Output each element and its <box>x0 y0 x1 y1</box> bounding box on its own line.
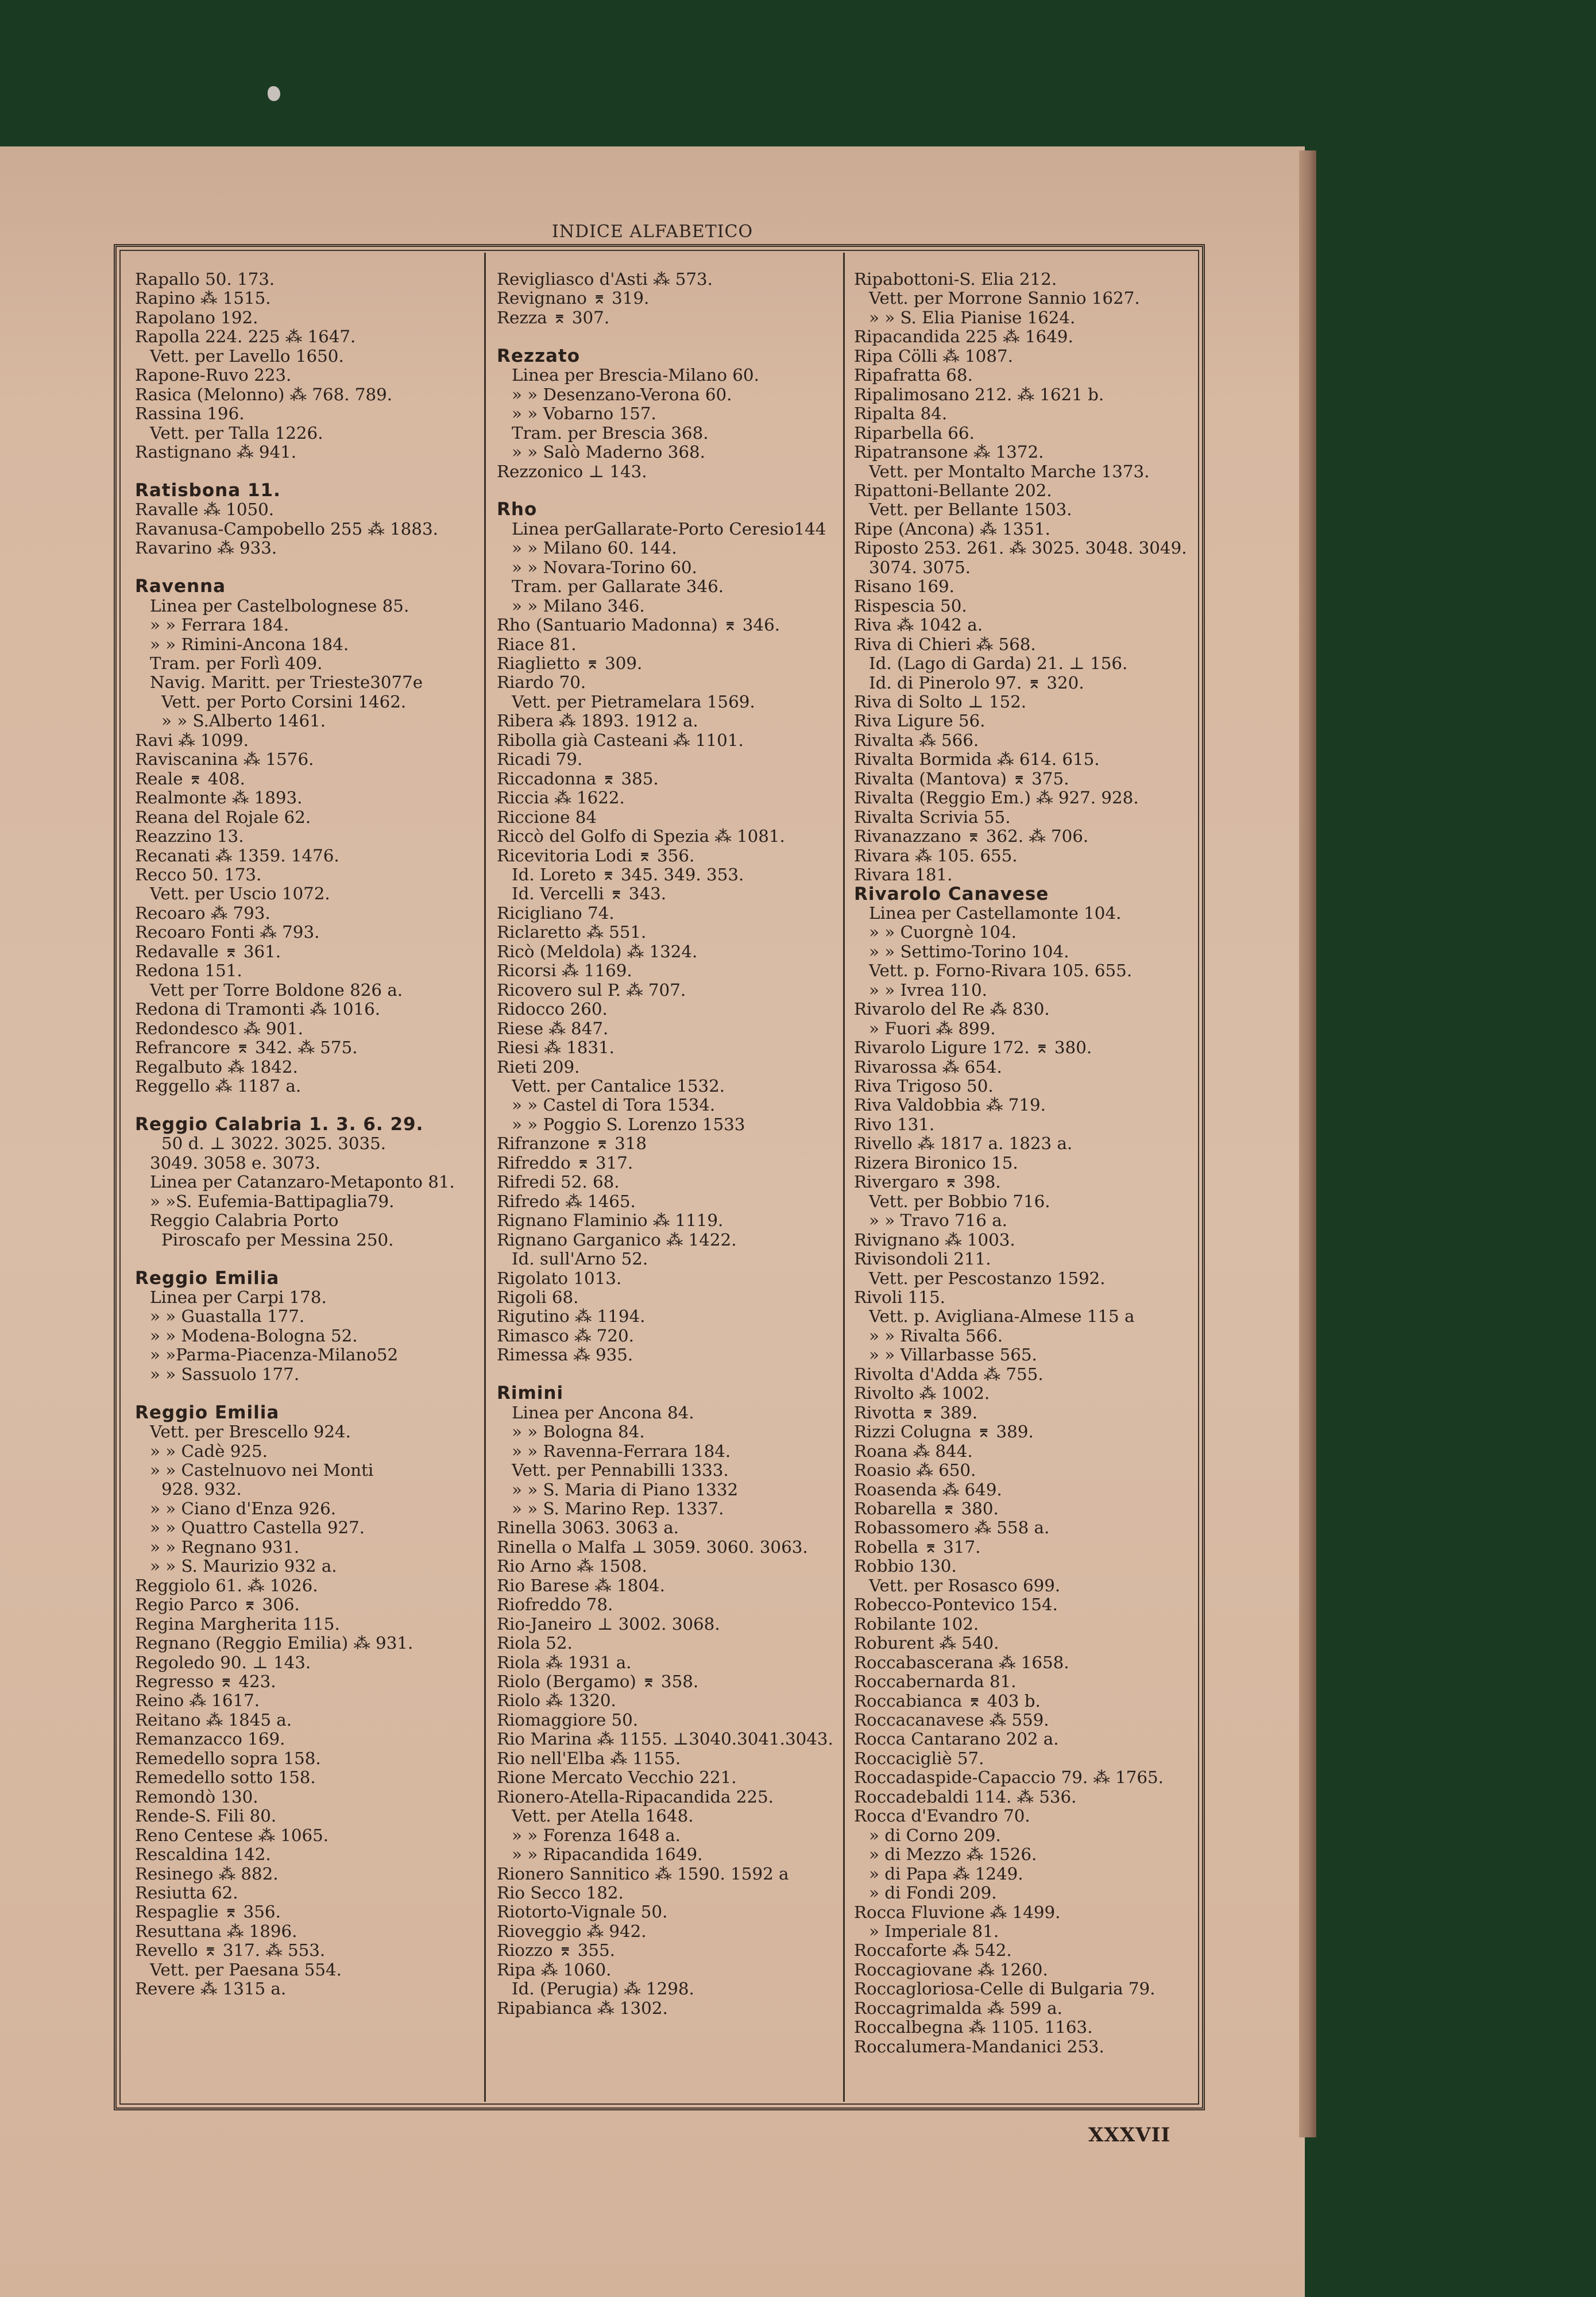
index-entry: Linea perGallarate-Porto Ceresio144 <box>512 519 826 539</box>
index-entry: Rifredo ⁂ 1465. <box>497 1192 636 1211</box>
index-entry: Recoaro Fonti ⁂ 793. <box>135 923 320 942</box>
index-entry: » » Milano 60. 144. <box>512 539 677 558</box>
index-entry: Reggio Calabria Porto <box>150 1211 339 1231</box>
index-entry: Ripe (Ancona) ⁂ 1351. <box>854 519 1050 539</box>
index-entry: 3074. 3075. <box>869 558 971 577</box>
index-entry: Roccabascerana ⁂ 1658. <box>854 1653 1069 1672</box>
index-entry: Riozzo ⌆ 355. <box>497 1941 615 1960</box>
index-entry: Rivara 181. <box>854 865 953 885</box>
index-entry: » » Bologna 84. <box>512 1422 645 1442</box>
index-entry: Rimasco ⁂ 720. <box>497 1326 634 1345</box>
index-entry: Riolo ⁂ 1320. <box>497 1691 616 1711</box>
index-entry: Roana ⁂ 844. <box>854 1441 973 1461</box>
index-entry: » » Milano 346. <box>512 596 645 616</box>
index-entry: » » Castelnuovo nei Monti <box>150 1461 374 1480</box>
index-entry: Recco 50. 173. <box>135 865 262 885</box>
index-entry: Rocca Cantarano 202 a. <box>854 1730 1059 1749</box>
index-entry: Linea per Brescia-Milano 60. <box>512 366 759 385</box>
index-entry: Resiutta 62. <box>135 1883 238 1902</box>
index-entry: Riardo 70. <box>497 673 586 693</box>
index-entry: Vett. per Uscio 1072. <box>150 884 330 904</box>
index-entry: Reggello ⁂ 1187 a. <box>135 1077 302 1096</box>
index-entry: Riesi ⁂ 1831. <box>497 1038 615 1058</box>
index-entry: Roccadaspide-Capaccio 79. ⁂ 1765. <box>854 1768 1164 1788</box>
index-entry: Rivara ⁂ 105. 655. <box>854 846 1018 865</box>
index-entry: Ricorsi ⁂ 1169. <box>497 961 632 981</box>
index-entry: Recoaro ⁂ 793. <box>135 903 270 923</box>
index-heading: Ravenna <box>135 577 226 597</box>
index-entry: Ripacandida 225 ⁂ 1649. <box>854 327 1073 347</box>
index-entry: » » Quattro Castella 927. <box>150 1518 365 1538</box>
index-entry: Ravanusa-Campobello 255 ⁂ 1883. <box>135 519 438 539</box>
index-entry: Remanzacco 169. <box>135 1730 285 1749</box>
index-entry: Linea per Castellamonte 104. <box>869 903 1122 923</box>
index-entry: Rivarossa ⁂ 654. <box>854 1057 1002 1077</box>
index-entry: Riaglietto ⌆ 309. <box>497 654 643 674</box>
index-entry: » »S. Eufemia-Battipaglia79. <box>150 1192 395 1211</box>
index-entry: Roccagiovane ⁂ 1260. <box>854 1960 1048 1979</box>
index-entry: Vett. per Talla 1226. <box>150 423 323 443</box>
index-entry: » » Sassuolo 177. <box>150 1364 300 1384</box>
index-entry: Riola 52. <box>497 1634 573 1653</box>
index-entry: Roccagrimalda ⁂ 599 a. <box>854 1998 1062 2018</box>
index-entry: Id. Loreto ⌆ 345. 349. 353. <box>512 865 744 885</box>
index-entry: 928. 932. <box>161 1480 242 1499</box>
index-entry: Ripabianca ⁂ 1302. <box>497 1998 668 2018</box>
index-entry: Roccacigliè 57. <box>854 1749 984 1768</box>
index-entry: Risano 169. <box>854 577 954 597</box>
index-entry: Realmonte ⁂ 1893. <box>135 788 303 808</box>
column-divider-2 <box>843 253 845 2102</box>
page-number: XXXVII <box>1088 2124 1171 2147</box>
index-entry: Rispescia 50. <box>854 596 967 616</box>
index-entry: Rinella o Malfa ⊥ 3059. 3060. 3063. <box>497 1537 808 1557</box>
line-gap <box>497 327 836 346</box>
index-entry: Rifreddo ⌆ 317. <box>497 1153 633 1173</box>
index-entry: » » Vobarno 157. <box>512 404 656 424</box>
index-entry: Rivarolo del Re ⁂ 830. <box>854 1000 1050 1019</box>
line-gap <box>135 1384 474 1403</box>
index-entry: Ripa ⁂ 1060. <box>497 1960 612 1979</box>
index-entry: » » Desenzano-Verona 60. <box>512 385 732 404</box>
index-entry: Ricevitoria Lodi ⌆ 356. <box>497 846 695 865</box>
index-entry: Rivalta Scrivia 55. <box>854 807 1011 827</box>
column-divider-1 <box>484 253 486 2102</box>
index-heading: Rezzato <box>497 346 581 366</box>
index-entry: Rignano Garganico ⁂ 1422. <box>497 1230 737 1250</box>
index-entry: » di Corno 209. <box>869 1826 1001 1845</box>
index-heading: Reggio Emilia <box>135 1269 280 1288</box>
line-gap <box>135 1096 474 1115</box>
index-entry: Roccacanavese ⁂ 559. <box>854 1710 1049 1730</box>
index-entry: Rivalta ⁂ 566. <box>854 730 979 750</box>
index-entry: Rio nell'Elba ⁂ 1155. <box>497 1749 681 1768</box>
index-entry: Linea per Ancona 84. <box>512 1403 694 1422</box>
index-entry: Riccia ⁂ 1622. <box>497 788 625 808</box>
index-entry: Redona 151. <box>135 961 242 981</box>
index-entry: Ribolla già Casteani ⁂ 1101. <box>497 730 744 750</box>
index-entry: Ravi ⁂ 1099. <box>135 730 249 750</box>
index-entry: Vett. per Pietramelara 1569. <box>512 692 755 711</box>
index-entry: Rivello ⁂ 1817 a. 1823 a. <box>854 1134 1073 1154</box>
index-entry: Rivergaro ⌆ 398. <box>854 1173 1001 1192</box>
page-header: INDICE ALFABETICO <box>551 222 753 242</box>
index-entry: Rigoli 68. <box>497 1287 579 1307</box>
index-entry: Roccagloriosa-Celle di Bulgaria 79. <box>854 1979 1156 1999</box>
index-entry: Remondò 130. <box>135 1787 258 1807</box>
index-entry: Riva ⁂ 1042 a. <box>854 616 983 635</box>
index-entry: » » Ciano d'Enza 926. <box>150 1499 337 1518</box>
index-entry: Riola ⁂ 1931 a. <box>497 1653 632 1672</box>
index-entry: Ripatransone ⁂ 1372. <box>854 443 1044 462</box>
index-entry: Vett. p. Avigliana-Almese 115 a <box>869 1307 1135 1327</box>
index-entry: Ripattoni-Bellante 202. <box>854 481 1052 500</box>
index-entry: Reana del Rojale 62. <box>135 807 311 827</box>
index-entry: Riccadonna ⌆ 385. <box>497 769 659 788</box>
index-entry: Roasio ⁂ 650. <box>854 1461 976 1480</box>
index-entry: » » Ivrea 110. <box>869 980 987 1000</box>
index-entry: Rivo 131. <box>854 1115 935 1134</box>
index-entry: Regalbuto ⁂ 1842. <box>135 1057 298 1077</box>
index-entry: Vett. per Cantalice 1532. <box>512 1077 725 1096</box>
index-entry: Rignano Flaminio ⁂ 1119. <box>497 1211 724 1231</box>
index-entry: Robbio 130. <box>854 1557 957 1576</box>
index-entry: Roccabernarda 81. <box>854 1672 1017 1692</box>
index-entry: Rione Mercato Vecchio 221. <box>497 1768 737 1788</box>
index-entry: Ripafratta 68. <box>854 366 973 385</box>
index-entry: Roccalbegna ⁂ 1105. 1163. <box>854 2018 1093 2037</box>
index-entry: » » S. Maurizio 932 a. <box>150 1557 337 1576</box>
index-entry: Piroscafo per Messina 250. <box>161 1230 394 1250</box>
index-entry: Vett. per Pennabilli 1333. <box>512 1461 729 1480</box>
index-entry: Rionero Sannitico ⁂ 1590. 1592 a <box>497 1864 789 1884</box>
index-entry: » » Rivalta 566. <box>869 1326 1003 1345</box>
index-entry: Vett. per Brescello 924. <box>150 1422 351 1442</box>
index-entry: Rezza ⌆ 307. <box>497 308 610 327</box>
index-entry: Rivoli 115. <box>854 1288 945 1308</box>
index-entry: Resuttana ⁂ 1896. <box>135 1921 297 1941</box>
index-heading: Ratisbona 11. <box>135 481 281 501</box>
index-entry: Riparbella 66. <box>854 423 975 443</box>
index-entry: Riva Valdobbia ⁂ 719. <box>854 1096 1046 1115</box>
index-entry: Rivotta ⌆ 389. <box>854 1403 978 1422</box>
index-entry: Rio-Janeiro ⊥ 3002. 3068. <box>497 1614 720 1634</box>
index-entry: Reitano ⁂ 1845 a. <box>135 1710 292 1730</box>
index-entry: Rigutino ⁂ 1194. <box>497 1307 646 1327</box>
index-entry: » » Settimo-Torino 104. <box>869 942 1069 961</box>
index-entry: Ravarino ⁂ 933. <box>135 539 277 558</box>
index-entry: Rieti 209. <box>497 1057 580 1077</box>
index-entry: Ripalimosano 212. ⁂ 1621 b. <box>854 385 1104 404</box>
index-entry: Remedello sopra 158. <box>135 1749 321 1768</box>
index-entry: Regresso ⌆ 423. <box>135 1672 276 1691</box>
index-entry: Vett. per Rosasco 699. <box>869 1576 1061 1595</box>
index-entry: Id. (Perugia) ⁂ 1298. <box>512 1979 694 1999</box>
index-entry: » » Guastalla 177. <box>150 1307 305 1327</box>
index-entry: Rasica (Melonno) ⁂ 768. 789. <box>135 385 393 404</box>
index-entry: Rigolato 1013. <box>497 1269 622 1288</box>
index-entry: Riofreddo 78. <box>497 1595 613 1615</box>
index-entry: Ricigliano 74. <box>497 903 615 923</box>
index-entry: Rizera Bironico 15. <box>854 1153 1018 1173</box>
index-heading: Reggio Calabria 1. 3. 6. 29. <box>135 1115 424 1135</box>
index-entry: Id. sull'Arno 52. <box>512 1250 648 1269</box>
index-entry: » di Mezzo ⁂ 1526. <box>869 1845 1037 1865</box>
index-entry: Id. di Pinerolo 97. ⌆ 320. <box>869 673 1084 693</box>
index-entry: Vett per Torre Boldone 826 a. <box>150 980 403 1000</box>
index-entry: Revello ⌆ 317. ⁂ 553. <box>135 1941 326 1960</box>
index-entry: Rapolano 192. <box>135 308 258 327</box>
index-entry: Id. Vercelli ⌆ 343. <box>512 884 667 904</box>
index-entry: Tram. per Forlì 409. <box>150 654 323 674</box>
index-entry: Rivanazzano ⌆ 362. ⁂ 706. <box>854 827 1089 846</box>
index-entry: » » Poggio S. Lorenzo 1533 <box>512 1115 745 1134</box>
index-entry: Redavalle ⌆ 361. <box>135 942 281 961</box>
index-entry: » Imperiale 81. <box>869 1921 999 1941</box>
index-entry: Vett. per Bellante 1503. <box>869 500 1072 520</box>
index-entry: » » Castel di Tora 1534. <box>512 1096 716 1115</box>
index-entry: Vett. per Porto Corsini 1462. <box>161 692 407 711</box>
index-entry: » » Ripacandida 1649. <box>512 1845 703 1865</box>
index-entry: Rio Marina ⁂ 1155. ⊥3040.3041.3043. <box>497 1730 833 1749</box>
index-entry: Reggiolo 61. ⁂ 1026. <box>135 1576 318 1595</box>
index-entry: Tram. per Gallarate 346. <box>512 577 724 597</box>
index-entry: Riomaggiore 50. <box>497 1710 639 1730</box>
index-entry: » » Forenza 1648 a. <box>512 1826 681 1845</box>
index-entry: Roccaforte ⁂ 542. <box>854 1941 1012 1960</box>
index-entry: Roccabianca ⌆ 403 b. <box>854 1691 1041 1711</box>
index-entry: » » Travo 716 a. <box>869 1211 1007 1231</box>
index-entry: Riotorto-Vignale 50. <box>497 1902 668 1922</box>
index-entry: Revigliasco d'Asti ⁂ 573. <box>497 270 713 289</box>
index-entry: Rivalta Bormida ⁂ 614. 615. <box>854 750 1100 769</box>
index-entry: Regio Parco ⌆ 306. <box>135 1595 300 1615</box>
index-entry: Rio Barese ⁂ 1804. <box>497 1576 665 1595</box>
index-entry: Riposto 253. 261. ⁂ 3025. 3048. 3049. <box>854 539 1187 558</box>
index-entry: Vett. per Morrone Sannio 1627. <box>869 289 1140 308</box>
index-entry: Vett. per Bobbio 716. <box>869 1192 1050 1211</box>
index-entry: Riva Trigoso 50. <box>854 1077 994 1096</box>
index-entry: Vett. per Paesana 554. <box>150 1960 342 1979</box>
index-entry: » » Ferrara 184. <box>150 616 289 635</box>
index-entry: Rio Arno ⁂ 1508. <box>497 1557 647 1576</box>
index-entry: Riccione 84 <box>497 807 597 827</box>
index-entry: Rifranzone ⌆ 318 <box>497 1134 647 1154</box>
index-entry: Rivolta d'Adda ⁂ 755. <box>854 1364 1044 1384</box>
index-entry: Id. (Lago di Garda) 21. ⊥ 156. <box>869 654 1128 674</box>
index-entry: Rinella 3063. 3063 a. <box>497 1518 679 1538</box>
index-entry: Ribera ⁂ 1893. 1912 a. <box>497 711 698 731</box>
index-entry: Vett. per Montalto Marche 1373. <box>869 462 1150 481</box>
index-entry: Ricò (Meldola) ⁂ 1324. <box>497 942 698 961</box>
index-entry: Reale ⌆ 408. <box>135 769 245 788</box>
line-gap <box>497 481 836 500</box>
index-entry: Reno Centese ⁂ 1065. <box>135 1826 329 1845</box>
index-entry: Reazzino 13. <box>135 827 244 846</box>
line-gap <box>135 1250 474 1269</box>
index-entry: » » Villarbasse 565. <box>869 1345 1037 1365</box>
index-heading: Rivarolo Canavese <box>854 884 1049 904</box>
index-entry: » » Salò Maderno 368. <box>512 443 705 462</box>
index-entry: 3049. 3058 e. 3073. <box>150 1153 320 1173</box>
index-entry: Raviscanina ⁂ 1576. <box>135 750 314 769</box>
index-entry: Rapone-Ruvo 223. <box>135 366 292 385</box>
index-entry: Vett. per Lavello 1650. <box>150 346 344 366</box>
index-entry: Rassina 196. <box>135 404 245 424</box>
index-entry: » » Regnano 931. <box>150 1537 300 1557</box>
index-entry: » » S. Marino Rep. 1337. <box>512 1499 724 1518</box>
index-entry: Ridocco 260. <box>497 1000 608 1019</box>
index-entry: Rizzi Colugna ⌆ 389. <box>854 1422 1034 1442</box>
index-entry: Vett. per Atella 1648. <box>512 1807 694 1826</box>
index-column-2 <box>497 270 836 2096</box>
index-entry: Rioveggio ⁂ 942. <box>497 1921 647 1941</box>
index-column-3 <box>854 270 1193 2096</box>
index-entry: Rocca Fluvione ⁂ 1499. <box>854 1902 1061 1922</box>
index-entry: Rifredi 52. 68. <box>497 1173 620 1192</box>
index-heading: Reggio Emilia <box>135 1403 280 1423</box>
line-gap <box>135 462 474 481</box>
index-entry: Rivolto ⁂ 1002. <box>854 1384 990 1403</box>
line-gap <box>497 1365 836 1384</box>
index-entry: Linea per Carpi 178. <box>150 1287 327 1307</box>
index-heading: Rimini <box>497 1384 564 1403</box>
index-entry: » » Cuorgnè 104. <box>869 923 1017 942</box>
index-entry: Rivisondoli 211. <box>854 1250 991 1269</box>
index-entry: Resinego ⁂ 882. <box>135 1864 279 1884</box>
index-entry: Navig. Maritt. per Trieste3077e <box>150 673 423 693</box>
index-column-1 <box>135 270 474 2096</box>
index-entry: Rezzonico ⊥ 143. <box>497 462 647 481</box>
index-entry: Robecco-Pontevico 154. <box>854 1595 1058 1615</box>
index-entry: Riolo (Bergamo) ⌆ 358. <box>497 1672 699 1692</box>
index-entry: » » Modena-Bologna 52. <box>150 1326 358 1345</box>
index-entry: Rapolla 224. 225 ⁂ 1647. <box>135 327 356 347</box>
index-entry: Robassomero ⁂ 558 a. <box>854 1518 1050 1538</box>
index-entry: » di Papa ⁂ 1249. <box>869 1864 1023 1884</box>
index-entry: Riclaretto ⁂ 551. <box>497 923 647 942</box>
index-entry: Rio Secco 182. <box>497 1884 624 1903</box>
index-entry: Rimessa ⁂ 935. <box>497 1345 633 1365</box>
line-gap <box>135 558 474 577</box>
index-entry: Refrancore ⌆ 342. ⁂ 575. <box>135 1038 358 1058</box>
index-entry: Riva Ligure 56. <box>854 711 986 731</box>
index-entry: Rivignano ⁂ 1003. <box>854 1230 1015 1250</box>
index-entry: Rapallo 50. 173. <box>135 270 275 289</box>
index-entry: » di Fondi 209. <box>869 1884 997 1903</box>
index-entry: » Fuori ⁂ 899. <box>869 1019 996 1038</box>
index-entry: » » Novara-Torino 60. <box>512 558 697 577</box>
index-entry: Riese ⁂ 847. <box>497 1019 609 1038</box>
index-entry: Linea per Catanzaro-Metaponto 81. <box>150 1173 455 1192</box>
index-entry: Ripabottoni-S. Elia 212. <box>854 270 1057 289</box>
index-entry: Recanati ⁂ 1359. 1476. <box>135 846 339 865</box>
index-entry: Revignano ⌆ 319. <box>497 289 650 308</box>
index-entry: Robella ⌆ 317. <box>854 1537 981 1557</box>
index-entry: Ricovero sul P. ⁂ 707. <box>497 980 686 1000</box>
index-entry: Rescaldina 142. <box>135 1845 271 1865</box>
index-entry: Vett. p. Forno-Rivara 105. 655. <box>869 961 1133 981</box>
index-entry: Ravalle ⁂ 1050. <box>135 500 275 520</box>
index-entry: Rivalta (Reggio Em.) ⁂ 927. 928. <box>854 788 1139 808</box>
index-entry: Riccò del Golfo di Spezia ⁂ 1081. <box>497 827 785 846</box>
index-entry: Tram. per Brescia 368. <box>512 423 709 443</box>
index-entry: Respaglie ⌆ 356. <box>135 1902 281 1922</box>
index-entry: Ripalta 84. <box>854 404 948 424</box>
index-entry: » » Ravenna-Ferrara 184. <box>512 1441 731 1461</box>
index-entry: » » S. Maria di Piano 1332 <box>512 1480 739 1499</box>
index-entry: Rocca d'Evandro 70. <box>854 1807 1030 1826</box>
page-edge <box>1299 150 1316 2137</box>
index-entry: Regoledo 90. ⊥ 143. <box>135 1653 311 1672</box>
index-entry: Riva di Chieri ⁂ 568. <box>854 635 1036 654</box>
index-entry: Riace 81. <box>497 635 577 654</box>
index-entry: Riva di Solto ⊥ 152. <box>854 692 1027 711</box>
index-entry: Rastignano ⁂ 941. <box>135 443 297 462</box>
index-entry: Ricadi 79. <box>497 750 583 769</box>
index-entry: 50 d. ⊥ 3022. 3025. 3035. <box>161 1134 387 1154</box>
index-entry: Ripa Cölli ⁂ 1087. <box>854 346 1013 366</box>
index-entry: Rho (Santuario Madonna) ⌆ 346. <box>497 616 780 635</box>
index-entry: » » S. Elia Pianise 1624. <box>869 308 1076 327</box>
index-entry: Robilante 102. <box>854 1614 979 1634</box>
index-entry: » » Rimini-Ancona 184. <box>150 635 349 654</box>
index-entry: Rionero-Atella-Ripacandida 225. <box>497 1787 774 1807</box>
index-entry: Regina Margherita 115. <box>135 1614 340 1634</box>
index-entry: Robarella ⌆ 380. <box>854 1499 999 1518</box>
index-entry: Rivarolo Ligure 172. ⌆ 380. <box>854 1038 1092 1058</box>
index-entry: Vett. per Pescostanzo 1592. <box>869 1269 1106 1288</box>
index-entry: Redona di Tramonti ⁂ 1016. <box>135 1000 381 1019</box>
index-entry: » » Cadè 925. <box>150 1441 268 1461</box>
index-entry: Roasenda ⁂ 649. <box>854 1480 1002 1499</box>
index-entry: Rapino ⁂ 1515. <box>135 289 271 308</box>
index-entry: Rende-S. Fili 80. <box>135 1807 277 1826</box>
pin-mark <box>268 86 280 101</box>
index-entry: Linea per Castelbolognese 85. <box>150 596 409 616</box>
index-entry: Roburent ⁂ 540. <box>854 1634 999 1653</box>
index-entry: Rivalta (Mantova) ⌆ 375. <box>854 769 1069 788</box>
index-heading: Rho <box>497 500 538 520</box>
index-entry: Remedello sotto 158. <box>135 1768 316 1788</box>
index-entry: Redondesco ⁂ 901. <box>135 1019 303 1038</box>
index-entry: Reino ⁂ 1617. <box>135 1691 260 1711</box>
index-entry: Roccalumera-Mandanici 253. <box>854 2037 1104 2056</box>
index-entry: Revere ⁂ 1315 a. <box>135 1979 287 1999</box>
index-entry: Regnano (Reggio Emilia) ⁂ 931. <box>135 1634 414 1653</box>
index-entry: » » S.Alberto 1461. <box>161 711 326 731</box>
index-entry: Roccadebaldi 114. ⁂ 536. <box>854 1787 1077 1807</box>
index-entry: » »Parma-Piacenza-Milano52 <box>150 1345 399 1365</box>
